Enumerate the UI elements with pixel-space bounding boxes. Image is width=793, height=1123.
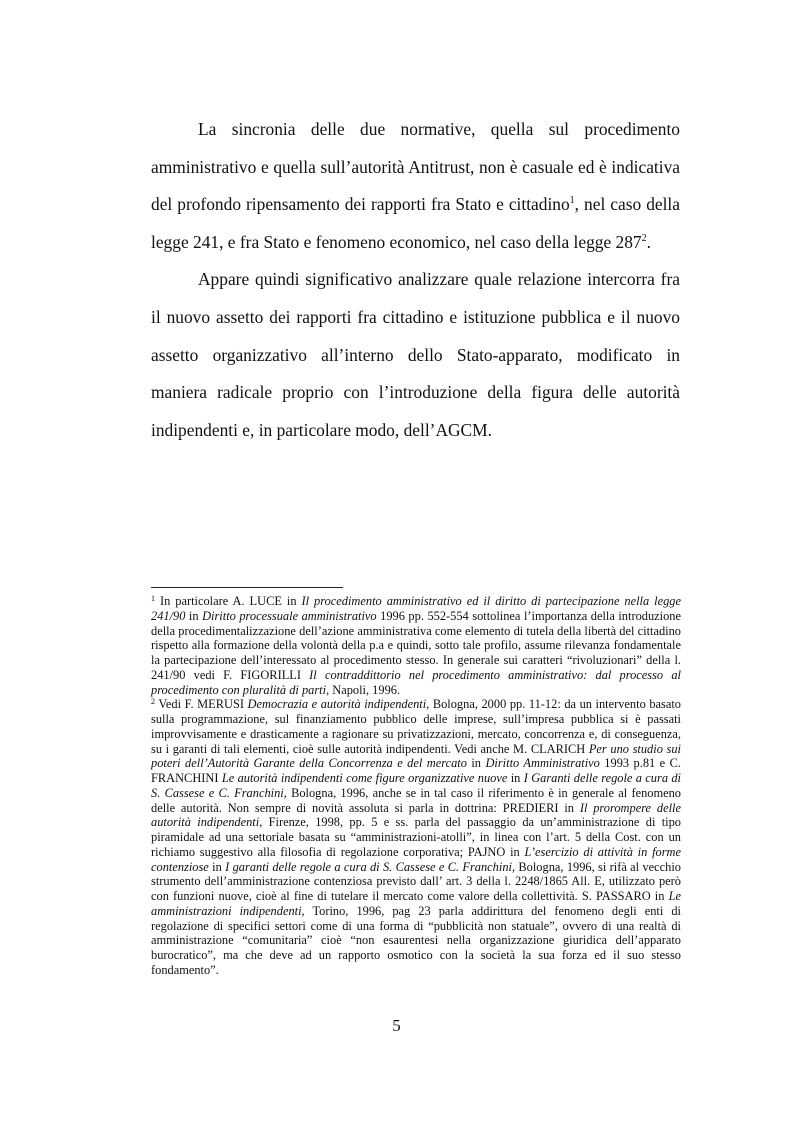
paragraph-2: Appare quindi significativo analizzare quale relazione intercorra fra il nuovo assetto dei rapporti fra cittadino e istituzione pubblica e il nuovo assetto organizzativo all’interno dello Stato-apparato, modificato in maniera radicale proprio con l’introduzione della figura delle autorità indipendenti e, in particolare modo, dell’AGCM. [151, 269, 680, 440]
footnotes [151, 594, 681, 978]
footnote-1: $^1$ In particolare A. LUCE in Il procedimento amministrativo ed il diritto di partecipazione nella legge 241/90 in Diritto processuale amministrativo 1996 pp. 552-554 sottolinea l’importanza della introduzione della procedimentalizzazione dell’azione amministrativa come elemento di tutela della libertà del cittadino rispetto alla formazione della volontà della p.a e quindi, sotto tale profilo, assume rilevanza fondamentale la partecipazione dell’interessato al procedimento stesso. In generale sui caratteri “rivoluzionari” della l. 241/90 vedi F. FIGORILLI Il contraddittorio nel procedimento amministrativo: dal processo al procedimento con pluralità di parti, Napoli, 1996. [151, 594, 681, 697]
footnote-2: $^2$ Vedi F. MERUSI Democrazia e autorità indipendenti, Bologna, 2000 pp. 11-12: da un intervento basato sulla programmazione, sul finanziamento pubblico delle imprese, sull’impresa pubblica si è passati improvvisamente e drasticamente a ragionare su privatizzazioni, mercato, concorrenza e, di conseguenza, su i garanti di tali elementi, cioè sulle autorità indipendenti. Vedi anche M. CLARICH Per uno studio sui poteri dell’Autorità Garante della Concorrenza e del mercato in Diritto Amministrativo 1993 p.81 e C. FRANCHINI Le autorità indipendenti come figure organizzative nuove in I Garanti delle regole a cura di S. Cassese e C. Franchini, Bologna, 1996, anche se in tal caso il riferimento è in generale al fenomeno delle autorità. Non sempre di novità assoluta si parla in dottrina: PREDIERI in Il prorompere delle autorità indipendenti, Firenze, 1998, pp. 5 e ss. parla del passaggio da un’amministrazione di tipo piramidale ad una settoriale basata su “amministrazioni-atolli”, in linea con l’art. 5 della Cost. con un richiamo suggestivo alla filosofia di regolazione corporativa; PAJNO in L’esercizio di attività in forme contenziose in I garanti delle regole a cura di S. Cassese e C. Franchini, Bologna, 1996, si rifà al vecchio strumento dell’amministrazione contenziosa previsto dall’ art. 3 della l. 2248/1865 All. E, utilizzato però con funzioni nuove, cioè al fine di tutelare il mercato come valore della collettività. S. PASSARO in Le amministrazioni indipendenti, Torino, 1996, pag 23 parla addirittura del fenomeno degli enti di regolazione di specifici settori come di una forma di “pubblicità non statuale”, ovvero di una realtà di amministrazione “comunitaria” cioè “non esaurentesi nella organizzazione giuridica dell’apparato burocratico”, ma che deve ad un rapporto osmotico con la società la sua forza ed il suo stesso fondamento”. [151, 697, 682, 977]
footnote-ref-2[interactable]: 2 [641, 232, 647, 244]
footnote-ref-1[interactable]: 1 [569, 195, 575, 207]
paragraph-1: La sincronia delle due normative, quella sul procedimento amministrativo e quella sull’autorità Antitrust, non è casuale ed è indicativa del profondo ripensamento dei rapporti fra Stato e cittadino$^1$, nel caso della legge 241, e fra Stato e fenomeno economico, nel caso della legge $287^2$. [151, 119, 680, 252]
footnote-separator [151, 587, 343, 588]
main-text [151, 111, 680, 449]
page-number: 5 [392, 1016, 401, 1035]
footnote-number: 1 [151, 594, 155, 603]
footnote-number: 2 [151, 697, 155, 707]
